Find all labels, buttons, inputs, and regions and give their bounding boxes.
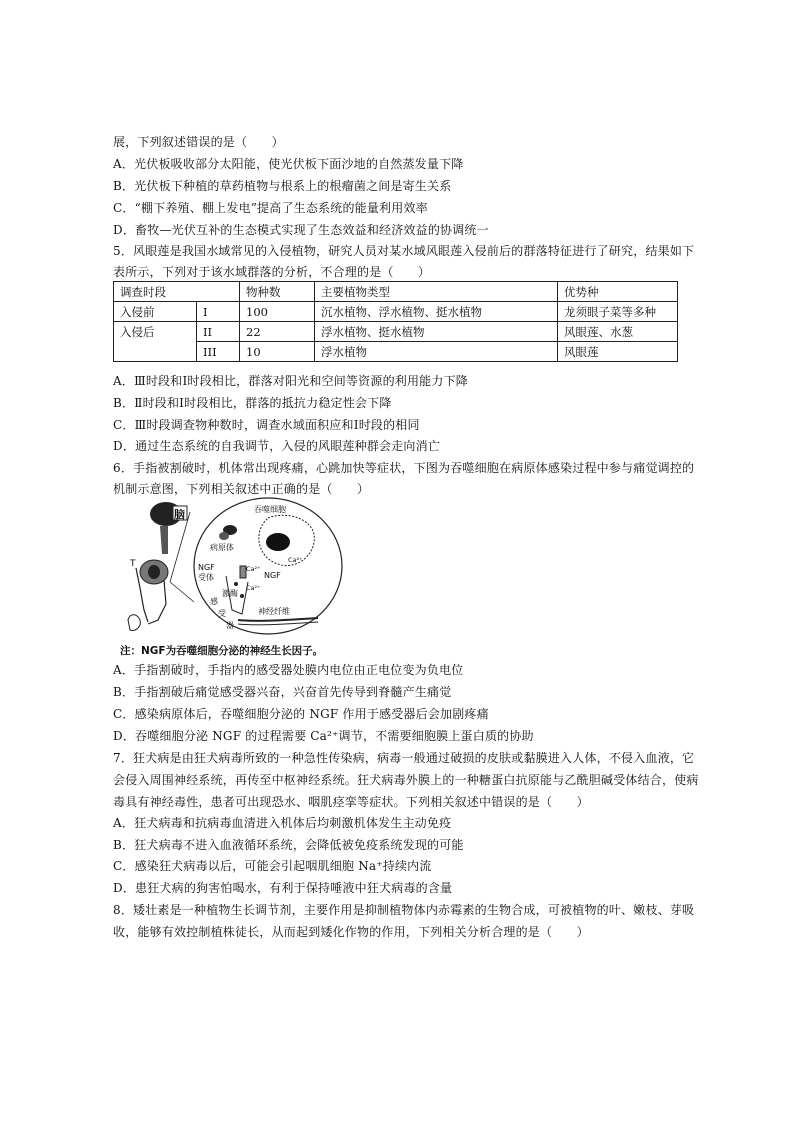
table-cell-group: 入侵后: [114, 322, 197, 362]
q6-stem-line2: 机制示意图，下列相关叙述中正确的是（ ）: [113, 482, 370, 496]
table-cell: III: [197, 342, 240, 362]
pathogen-label: 病原体: [210, 543, 234, 552]
q7-option-c: C．感染狂犬病毒以后，可能会引起咽肌细胞 Na⁺持续内流: [113, 859, 432, 873]
table-header-row: [114, 282, 678, 302]
ngf-label: NGF: [264, 571, 281, 580]
q5-stem-line1: 5．风眼莲是我国水域常见的入侵植物，研究人员对某水域风眼莲入侵前后的群落特征进行了研究，结果如下: [113, 244, 695, 258]
q4-stem-tail: 展，下列叙述错误的是（ ）: [113, 135, 284, 149]
q6-option-a: A．手指割破时，手指内的感受器处膜内电位由正电位变为负电位: [113, 663, 464, 677]
receptor-label-1: 感: [210, 597, 218, 606]
q6-option-b: B．手指割破后痛觉感受器兴奋，兴奋首先传导到脊髓产生痛觉: [113, 685, 452, 699]
table-row: [114, 342, 678, 362]
q5-option-a: A．Ⅲ时段和Ⅰ时段相比，群落对阳光和空间等资源的利用能力下降: [113, 374, 468, 388]
q4-option-c: C．“棚下养殖、棚上发电”提高了生态系统的能量利用效率: [113, 201, 428, 215]
q5-option-d: D．通过生态系统的自我调节，入侵的风眼莲种群会走向消亡: [113, 439, 441, 453]
t-label: T: [130, 559, 136, 569]
table-cell-group: 入侵前: [114, 302, 197, 322]
ca-label-1: Ca²⁺: [288, 556, 303, 564]
q7-option-b: B．狂犬病毒不进入血液循环系统，会降低被免疫系统发现的可能: [113, 838, 464, 852]
q6-option-c: C．感染病原体后，吞噬细胞分泌的 NGF 作用于感受器后会加剧疼痛: [113, 707, 489, 721]
table-cell: 沉水植物、浮水植物、挺水植物: [315, 302, 558, 322]
table-header-cell: 调查时段: [114, 282, 240, 302]
ca-label-2: Ca²⁺: [246, 565, 261, 573]
finger-icon: [128, 615, 140, 631]
table-cell: 100: [240, 302, 315, 322]
receptor-label-3: 器: [226, 621, 234, 630]
table-row: [114, 322, 678, 342]
nerve-fiber-label: 神经纤维: [258, 607, 290, 616]
table-cell: I: [197, 302, 240, 322]
q8-stem-line1: 8．矮壮素是一种植物生长调节剂，主要作用是抑制植物体内赤霉素的生物合成，可被植物的叶、嫩枝、芽吸: [113, 903, 695, 917]
table-cell: 龙须眼子菜等多种: [558, 302, 678, 322]
brain-icon: [150, 502, 187, 554]
table-cell: 风眼莲: [558, 342, 678, 362]
q4-option-b: B．光伏板下种植的草药植物与根系上的根瘤菌之间是寄生关系: [113, 179, 452, 193]
table-header-cell: 优势种: [558, 282, 678, 302]
table-cell: 浮水植物: [315, 342, 558, 362]
q5-option-b: B．Ⅱ时段和Ⅰ时段相比，群落的抵抗力稳定性会下降: [113, 396, 392, 410]
q4-option-a: A．光伏板吸收部分太阳能，使光伏板下面沙地的自然蒸发量下降: [113, 157, 464, 171]
q7-stem-line2: 会侵入周围神经系统，再传至中枢神经系统。狂犬病毒外膜上的一种糖蛋白抗原能与乙酰胆碱受体结合，使病: [113, 773, 699, 787]
q5-option-c: C．Ⅲ时段调查物种数时，调查水域面积应和Ⅰ时段的相同: [113, 418, 420, 432]
kinase-label: 激酶: [222, 589, 238, 598]
q7-stem-line3: 毒具有神经毒性，患者可出现恐水、咽肌痉挛等症状。下列相关叙述中错误的是（ ）: [113, 795, 589, 809]
q6-stem-line1: 6．手指被割破时，机体常出现疼痛，心跳加快等症状，下图为吞噬细胞在病原体感染过程中参与痛觉调控的: [113, 461, 695, 475]
table-cell: 浮水植物、挺水植物: [315, 322, 558, 342]
table-header-cell: 主要植物类型: [315, 282, 558, 302]
table-row: [114, 302, 678, 322]
q6-option-d: D．吞噬细胞分泌 NGF 的过程需要 Ca²⁺调节，不需要细胞膜上蛋白质的协助: [113, 729, 534, 743]
table-cell: 10: [240, 342, 315, 362]
ca-label-3: Ca²⁺: [246, 584, 261, 592]
q5-stem-line2: 表所示，下列对于该水域群落的分析，不合理的是（ ）: [113, 265, 431, 279]
table-header-cell: 物种数: [240, 282, 315, 302]
ngf-receptor-label-1: NGF: [198, 563, 215, 572]
table-cell: 风眼莲、水葱: [558, 322, 678, 342]
table-cell: 22: [240, 322, 315, 342]
ngf-receptor-label-2: 受体: [198, 573, 214, 582]
q7-option-a: A．狂犬病毒和抗病毒血清进入机体后均刺激机体发生主动免疫: [113, 816, 452, 830]
q5-survey-table: [113, 281, 678, 362]
q4-option-d: D．畜牧—光伏互补的生态模式实现了生态效益和经济效益的协调统一: [113, 223, 489, 237]
figure-note: 注：NGF为吞噬细胞分泌的神经生长因子。: [120, 645, 324, 657]
table-cell: II: [197, 322, 240, 342]
q7-option-d: D．患狂犬病的狗害怕喝水，有利于保持唾液中狂犬病毒的含量: [113, 881, 453, 895]
pain-mechanism-diagram: [118, 492, 350, 642]
q7-stem-line1: 7．狂犬病是由狂犬病毒所致的一种急性传染病，病毒一般通过破损的皮肤或黏膜进入人体，不侵入血液，它: [113, 751, 695, 765]
receptor-label-2: 受: [218, 609, 226, 618]
brain-label: 脑: [174, 508, 185, 521]
q8-stem-line2: 收，能够有效控制植株徒长，从而起到矮化作物的作用，下列相关分析合理的是（ ）: [113, 925, 589, 939]
macrophage-label: 吞噬细胞: [254, 505, 286, 514]
